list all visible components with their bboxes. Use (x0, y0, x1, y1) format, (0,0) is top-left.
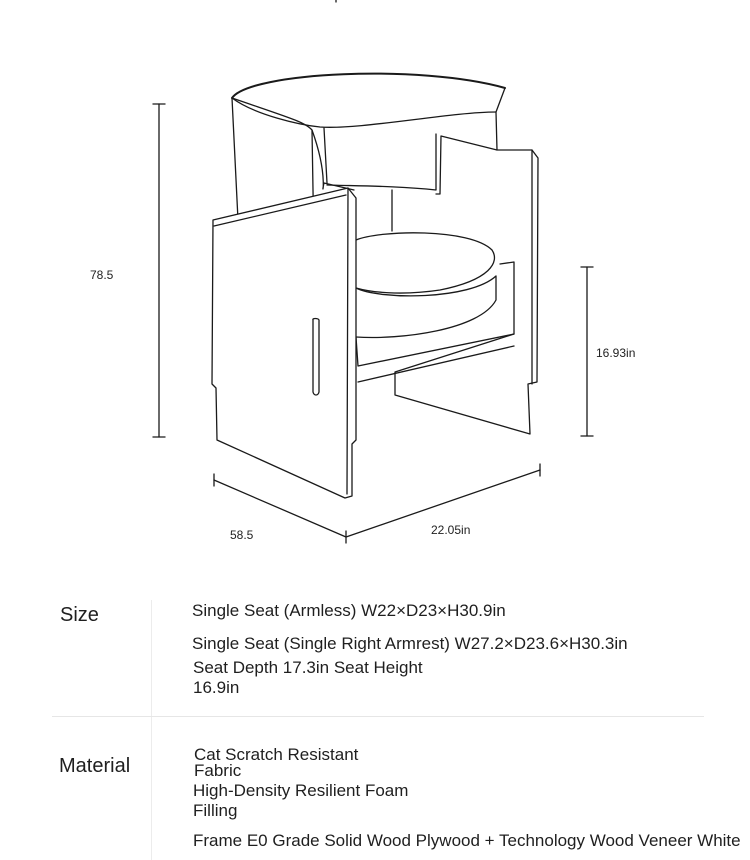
depth-dimension-label: 58.5 (230, 528, 254, 542)
height-dimension-line (153, 104, 165, 437)
width-dimension-label: 22.05in (431, 523, 471, 537)
material-line-3: High-Density Resilient Foam (193, 781, 409, 800)
seat-height-dimension-label: 16.93in (596, 346, 636, 360)
height-dimension-label: 78.5 (90, 268, 114, 282)
size-line-4: 16.9in (193, 678, 240, 697)
column-divider (151, 600, 152, 860)
size-line-1: Single Seat (Armless) W22×D23×H30.9in (192, 601, 506, 620)
material-line-1: Cat Scratch Resistant (194, 745, 359, 764)
size-line-2: Single Seat (Single Right Armrest) W27.2×D23.6×H30.3in (192, 634, 628, 653)
seat-height-dimension-line (581, 267, 593, 436)
size-line-3: Seat Depth 17.3in Seat Height (193, 658, 423, 677)
chair-left-panel (212, 188, 356, 498)
material-line-4: Filling (193, 801, 238, 820)
material-line-5: Frame E0 Grade Solid Wood Plywood + Technology Wood Veneer White (193, 831, 741, 850)
row-divider (52, 716, 704, 717)
material-line-2: Fabric (194, 761, 242, 780)
size-row-label: Size (60, 604, 99, 626)
material-row-label: Material (59, 755, 131, 777)
